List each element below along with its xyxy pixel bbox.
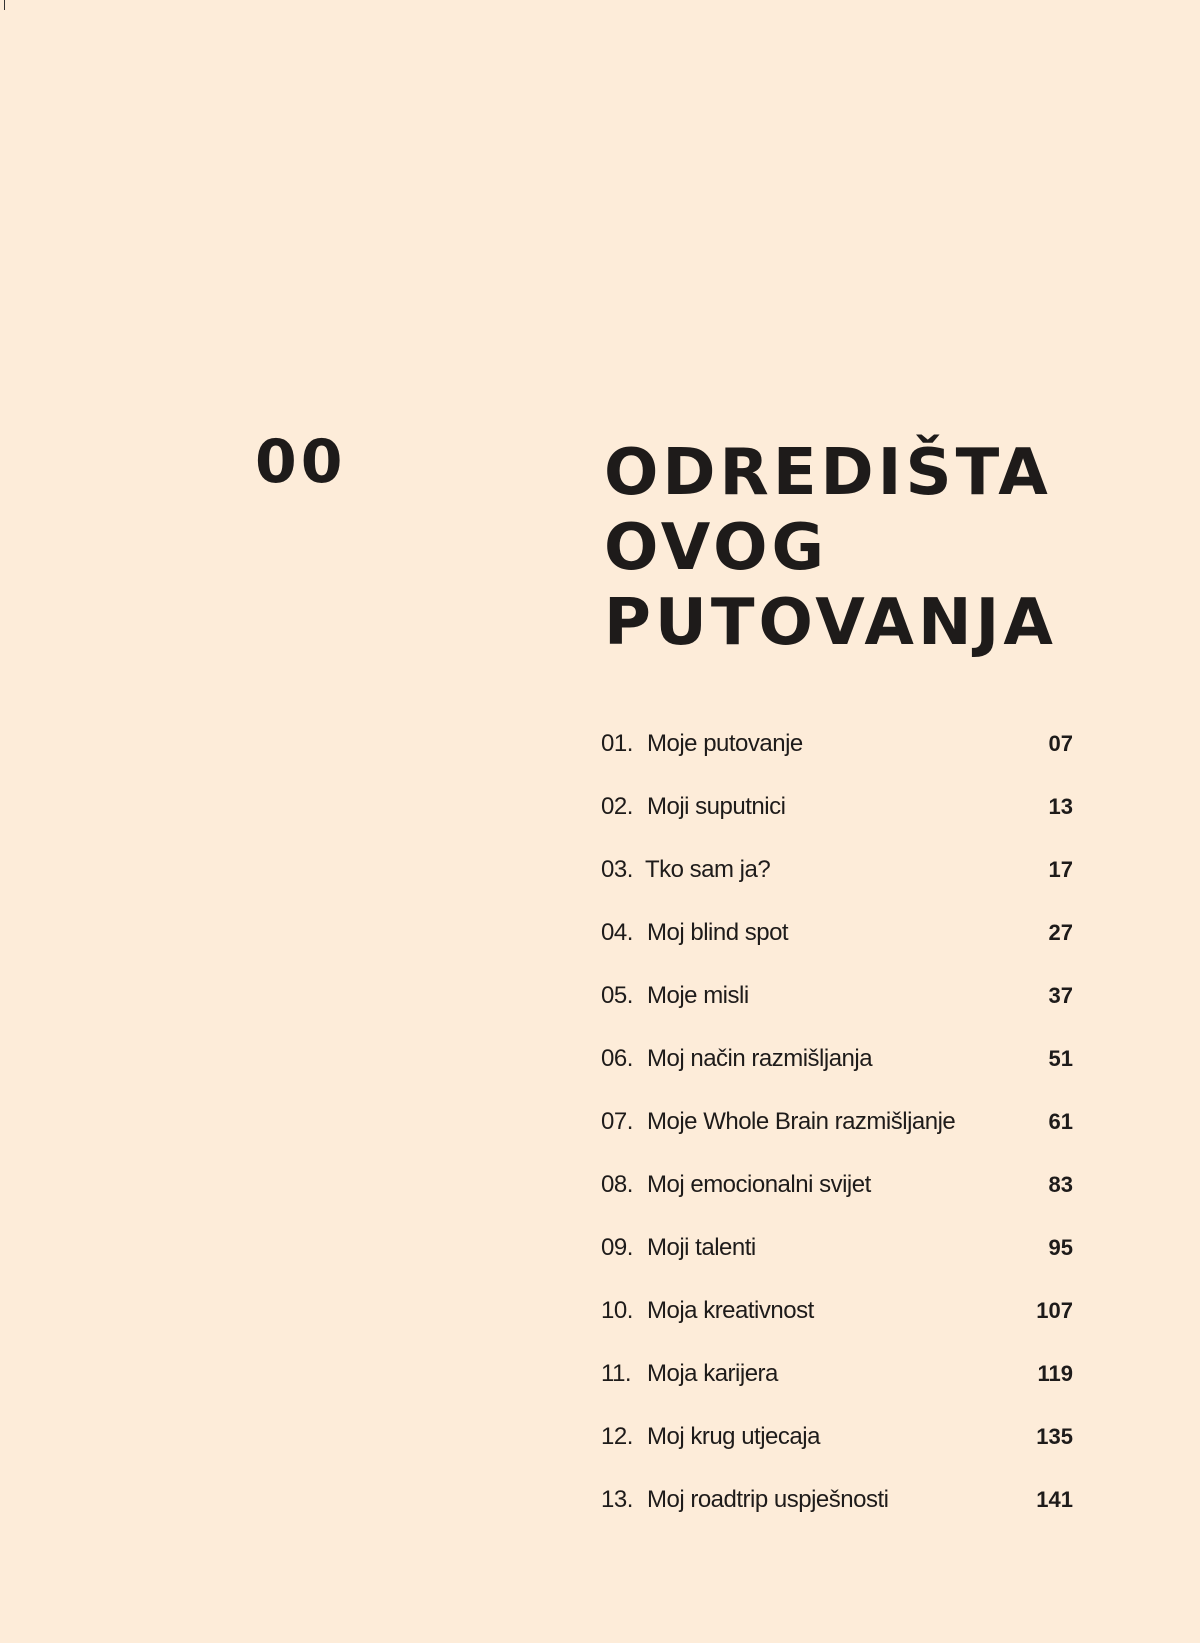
toc-item-label: Moj emocionalni svijet xyxy=(647,1170,871,1198)
toc-item-label: Tko sam ja? xyxy=(645,855,771,883)
toc-item-label: Moji talenti xyxy=(647,1233,756,1261)
toc-item-label: Moj krug utjecaja xyxy=(647,1422,820,1450)
toc-item-number: 05. xyxy=(601,981,633,1009)
chapter-title-line: PUTOVANJA xyxy=(604,586,1057,660)
toc-item-moj-blind-spot[interactable] xyxy=(601,901,1073,964)
toc-item-moj-nacin-razmisljanja[interactable] xyxy=(601,1027,1073,1090)
toc-item-page: 95 xyxy=(1048,1234,1073,1260)
toc-item-number: 11. xyxy=(601,1359,632,1387)
toc-item-page: 13 xyxy=(1048,793,1073,819)
toc-item-page: 141 xyxy=(1036,1486,1073,1512)
toc-item-page: 107 xyxy=(1036,1297,1073,1323)
toc-item-moje-whole-brain-razmisljanje[interactable] xyxy=(601,1090,1073,1153)
toc-item-number: 03. xyxy=(601,855,633,883)
crop-mark xyxy=(4,0,5,10)
toc-item-number: 13. xyxy=(601,1485,633,1513)
toc-item-number: 08. xyxy=(601,1170,633,1198)
toc-item-label: Moj blind spot xyxy=(647,918,789,946)
table-of-contents xyxy=(601,712,1073,1531)
toc-item-moji-talenti[interactable] xyxy=(601,1216,1073,1279)
chapter-title xyxy=(604,436,1124,661)
chapter-title-line: OVOG xyxy=(604,511,829,585)
toc-item-label: Moja karijera xyxy=(647,1359,778,1387)
toc-item-label: Moje putovanje xyxy=(647,729,803,757)
toc-item-label: Moje Whole Brain razmišljanje xyxy=(647,1107,956,1135)
toc-item-moja-karijera[interactable] xyxy=(601,1342,1073,1405)
toc-item-page: 51 xyxy=(1048,1045,1073,1071)
toc-item-moj-emocionalni-svijet[interactable] xyxy=(601,1153,1073,1216)
toc-item-page: 83 xyxy=(1048,1171,1073,1197)
toc-item-moja-kreativnost[interactable] xyxy=(601,1279,1073,1342)
toc-item-moji-suputnici[interactable] xyxy=(601,775,1073,838)
toc-item-number: 10. xyxy=(601,1296,633,1324)
chapter-number: 00 xyxy=(255,427,347,497)
toc-item-page: 119 xyxy=(1037,1360,1073,1386)
toc-item-number: 07. xyxy=(601,1107,633,1135)
toc-item-moj-roadtrip-uspjesnosti[interactable] xyxy=(601,1468,1073,1531)
toc-item-page: 37 xyxy=(1048,982,1073,1008)
toc-item-page: 27 xyxy=(1048,919,1073,945)
toc-item-label: Moj način razmišljanja xyxy=(647,1044,873,1072)
toc-item-label: Moj roadtrip uspješnosti xyxy=(647,1485,889,1513)
toc-item-page: 61 xyxy=(1048,1108,1073,1134)
toc-item-page: 17 xyxy=(1048,856,1073,882)
toc-item-moje-misli[interactable] xyxy=(601,964,1073,1027)
toc-item-number: 01. xyxy=(601,729,633,757)
toc-item-number: 12. xyxy=(601,1422,633,1450)
toc-item-number: 09. xyxy=(601,1233,633,1261)
toc-item-tko-sam-ja[interactable] xyxy=(601,838,1073,901)
toc-item-label: Moje misli xyxy=(647,981,749,1009)
toc-item-moje-putovanje[interactable] xyxy=(601,712,1073,775)
toc-item-label: Moja kreativnost xyxy=(647,1296,814,1324)
toc-item-number: 06. xyxy=(601,1044,633,1072)
toc-item-page: 135 xyxy=(1036,1423,1073,1449)
chapter-title-line: ODREDIŠTA xyxy=(604,436,1052,510)
toc-item-number: 04. xyxy=(601,918,633,946)
toc-item-label: Moji suputnici xyxy=(647,792,786,820)
toc-item-page: 07 xyxy=(1048,730,1073,756)
toc-item-moj-krug-utjecaja[interactable] xyxy=(601,1405,1073,1468)
toc-item-number: 02. xyxy=(601,792,633,820)
